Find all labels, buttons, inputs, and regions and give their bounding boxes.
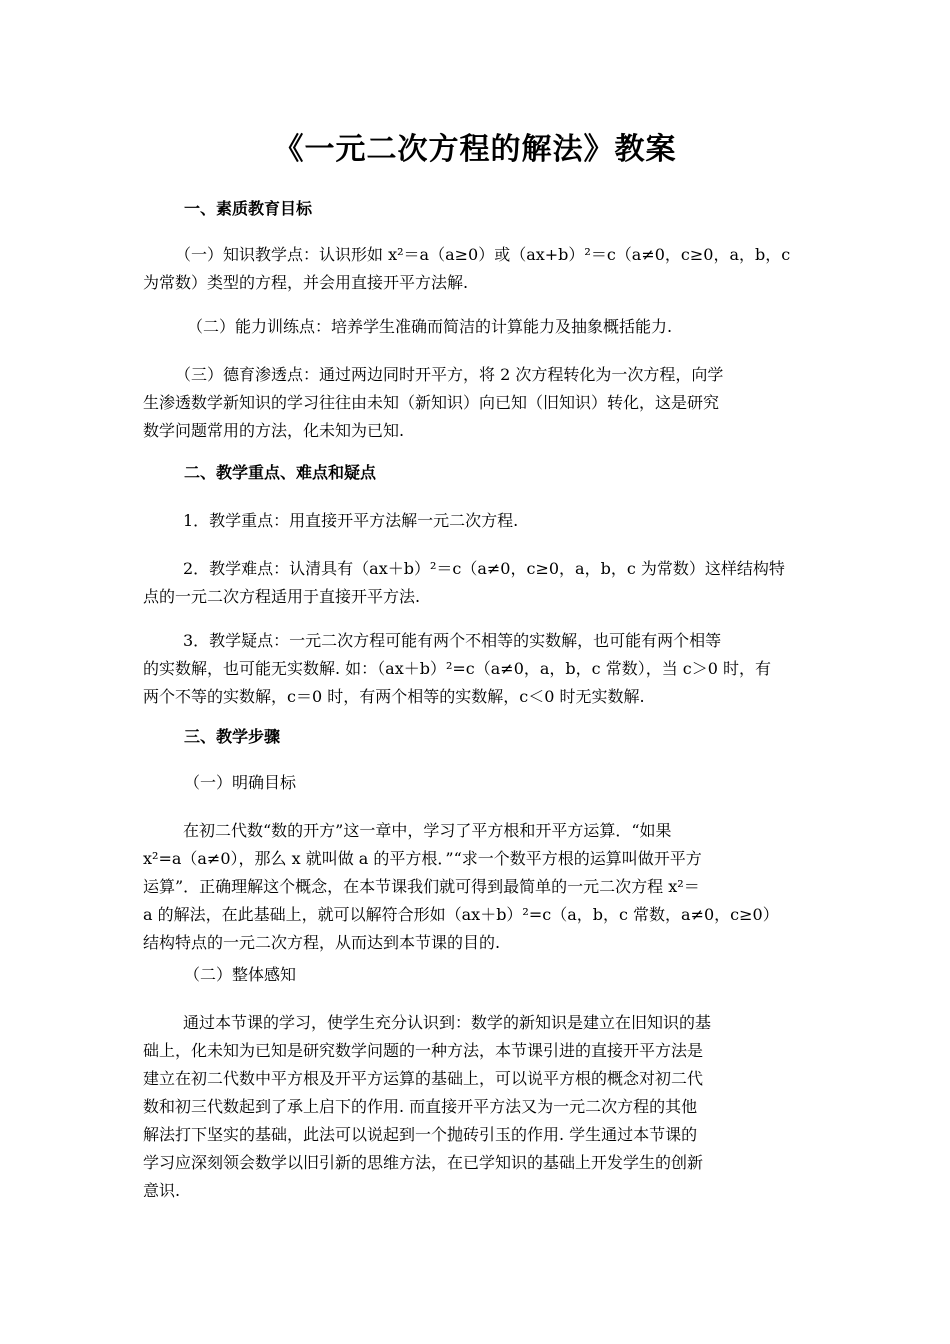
paragraph-line: （三）德育渗透点：通过两边同时开平方，将 2 次方程转化为一次方程，向学 [175,365,724,384]
paragraph-line: 为常数）类型的方程，并会用直接开平方法解. [143,273,469,292]
subheading-overall-perception: （二）整体感知 [184,965,297,984]
section-heading-key-points: 二、教学重点、难点和疑点 [184,463,377,482]
paragraph-moral-points [143,361,809,445]
paragraph-line: 运算”．正确理解这个概念，在本节课我们就可得到最简单的一元二次方程 x²＝ [143,877,700,896]
paragraph-line: （二）能力训练点：培养学生准确而简洁的计算能力及抽象概括能力. [187,317,673,336]
paragraph-line: x²=a（a≠0），那么 x 就叫做 a 的平方根．”“求一个数平方根的运算叫做开平方 [143,849,702,868]
paragraph-overall-perception [143,1009,809,1205]
paragraph-line: 2．教学难点：认清具有（ax＋b）²＝c（a≠0，c≥0，a，b，c 为常数）这样结构特 [183,559,785,578]
paragraph-line: a 的解法，在此基础上，就可以解符合形如（ax＋b）²=c（a，b，c 常数，a≠0，c≥0） [143,905,779,924]
paragraph-teaching-focus [143,507,809,535]
paragraph-line: （一）知识教学点：认识形如 x²＝a（a≥0）或（ax+b）²＝c（a≠0，c≥0，a，b，c [175,245,791,264]
section-heading-teaching-steps: 三、教学步骤 [184,727,281,746]
paragraph-line: 通过本节课的学习，使学生充分认识到：数学的新知识是建立在旧知识的基 [183,1013,712,1032]
document-title: 《一元二次方程的解法》教案 [273,132,677,167]
paragraph-line: 数和初三代数起到了承上启下的作用. 而直接开平方法又为一元二次方程的其他 [143,1097,698,1116]
paragraph-teaching-difficulty [143,555,809,611]
paragraph-line: 数学问题常用的方法，化未知为已知. [143,421,405,440]
section-heading-goals: 一、素质教育目标 [184,199,313,218]
paragraph-line: 在初二代数“数的开方”这一章中，学习了平方根和开平方运算．“如果 [183,821,672,840]
paragraph-ability-points [143,313,809,341]
paragraph-line: 生渗透数学新知识的学习往往由未知（新知识）向已知（旧知识）转化，这是研究 [143,393,720,412]
paragraph-clear-goals [143,817,809,957]
paragraph-line: 学习应深刻领会数学以旧引新的思维方法，在已学知识的基础上开发学生的创新 [143,1153,704,1172]
paragraph-line: 解法打下坚实的基础，此法可以说起到一个抛砖引玉的作用. 学生通过本节课的 [143,1125,698,1144]
subheading-clear-goals: （一）明确目标 [184,773,297,792]
paragraph-teaching-doubts [143,627,809,711]
paragraph-line: 1．教学重点：用直接开平方法解一元二次方程. [183,511,519,530]
paragraph-knowledge-points [143,241,809,297]
paragraph-line: 结构特点的一元二次方程，从而达到本节课的目的. [143,933,501,952]
paragraph-line: 两个不等的实数解，c＝0 时，有两个相等的实数解，c＜0 时无实数解. [143,687,645,706]
paragraph-line: 意识. [143,1181,181,1200]
paragraph-line: 的实数解，也可能无实数解. 如：（ax＋b）²=c（a≠0，a，b，c 常数），当 c＞0 时，有 [143,659,772,678]
paragraph-line: 础上，化未知为已知是研究数学问题的一种方法，本节课引进的直接开平方法是 [143,1041,704,1060]
paragraph-line: 建立在初二代数中平方根及开平方运算的基础上，可以说平方根的概念对初二代 [143,1069,704,1088]
paragraph-line: 3．教学疑点：一元二次方程可能有两个不相等的实数解，也可能有两个相等 [183,631,722,650]
paragraph-line: 点的一元二次方程适用于直接开平方法. [143,587,421,606]
